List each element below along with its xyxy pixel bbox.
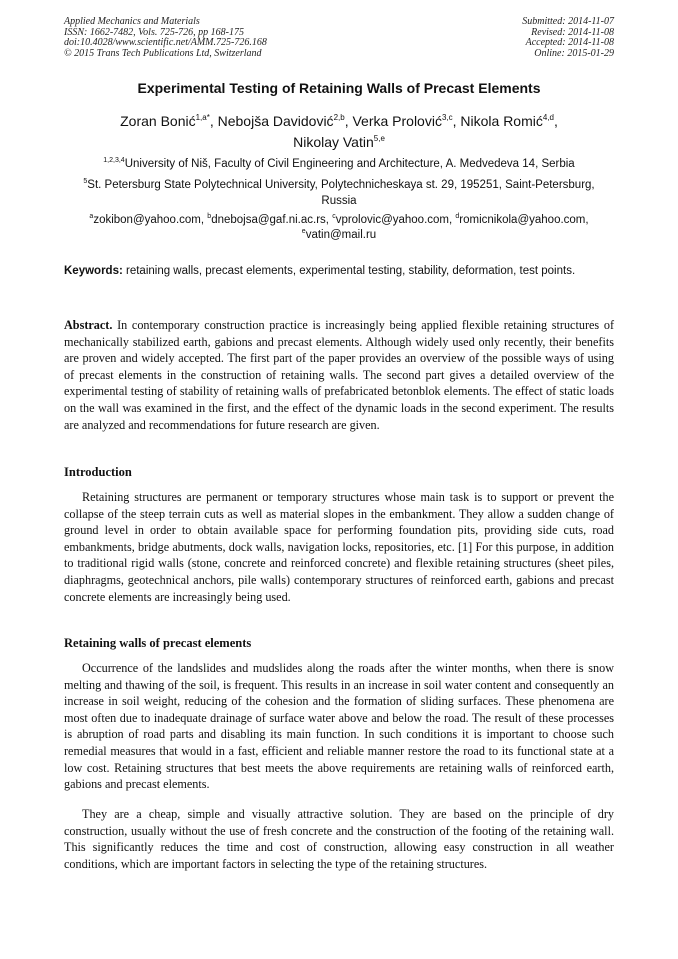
author-name: Nebojša Davidović [217,113,334,129]
author-name: Nikola Romić [460,113,543,129]
date-submitted: Submitted: 2014-11-07 [522,16,614,27]
email-sup: c [332,213,336,220]
abstract-label: Abstract. [64,318,113,332]
introduction-paragraph: Retaining structures are permanent or temporary structures whose main task is to support or prevent the collapse of the steep terrain cuts as well as material slopes in the embankment. They allow a sudden change of ground level in order to obtain available space for performing foundation pits, providing side cuts, road embankments, bridge abutments, dock walls, navigation locks, repositories, etc. [1] For this purpose, in addition to traditional rigid walls (stone, concrete and reinforced concrete) and flexible retaining structures (sheet piles, diaphragms, geotechnical anchors, pile walls) contemporary structures of reinforced earth, gabions and precast concrete elements are increasingly being used. [64,490,614,604]
keywords [64,264,614,280]
keywords-label: Keywords: [64,265,123,277]
author-sup: 5,e [373,134,385,143]
journal-name: Applied Mechanics and Materials [64,16,200,27]
author-list: Zoran Bonić$^{1,a*}$, Nebojša Davidović$^{2,b}$, Verka Prolović$^{3,c}$, Nikola Romić$^{4,d}$, Nikolay Vatin$^{5,e}$ [120,113,558,150]
email-sup: d [455,213,460,220]
author-sup: 4,d [542,113,554,122]
author-sup: 1,a* [195,113,210,122]
retaining-paragraph-1: Occurrence of the landslides and mudslides along the roads after the winter months, when there is snow melting and thawing of the soil, is frequent. This results in an increase in soil water content and consequently an increase in soil weight, reducing of the cohesion and the formation of sliding surfaces. These phenomena are most often due to inadequate drainage of surface water above and below the road. The result of these processes is abruption of road parts and disabling its main function. In such conditions it is important to choose such remedial measures that would in a fast, efficient and reliable manner restore the road to its functional state at a low cost. Retaining structures that best meets the above requirements are retaining walls of reinforced earth, gabions and precast elements. [64,661,614,792]
email-list: $^a$zokibon@yahoo.com, $^b$dnebojsa@gaf.ni.ac.rs, $^c$vprolovic@yahoo.com, $^d$romicnikola@yahoo.com, $^e$vatin@mail.ru [89,213,589,241]
date-revised: Revised: 2014-11-08 [531,26,614,38]
affiliation-text: St. Petersburg State Polytechnical University, Polytechnicheskaya st. 29, 195251, Saint-Petersburg, Russia [87,179,595,207]
section-heading-retaining-walls: Retaining walls of precast elements [64,636,252,650]
date-online: Online: 2015-01-29 [534,47,614,59]
journal-info [64,17,267,59]
affiliation [74,178,604,209]
keywords-text: retaining walls, precast elements, experimental testing, stability, deformation, test points. [126,265,576,277]
author-sup: 2,b [333,113,345,122]
email-address[interactable]: vprolovic@yahoo.com [335,214,449,226]
journal-copyright: © 2015 Trans Tech Publications Ltd, Switzerland [64,47,262,59]
author-sup: 3,c [441,113,453,122]
email-address[interactable]: dnebojsa@gaf.ni.ac.rs [211,214,326,226]
email-sup: e [301,228,306,235]
affiliation-sup: 1,2,3,4 [103,157,125,164]
journal-doi: doi:10.4028/www.scientific.net/AMM.725-726.168 [64,37,267,48]
paper-title: Experimental Testing of Retaining Walls of Precast Elements [137,80,541,96]
author-name: Zoran Bonić [120,113,196,129]
abstract [64,317,614,433]
abstract-text: In contemporary construction practice is increasingly being applied flexible retaining structures of mechanically stabilized earth, gabions and precast elements. Although widely used only recently, their benefits are proven and widely accepted. The first part of the paper provides an overview of the possible ways of using of precast elements in the construction of retaining walls. The second part gives a detailed overview of the experimental testing of stability of retaining walls of prefabricated betonblok elements. The effect of static loads on the wall was examined in the first, and the effect of the dynamic loads in the second experiment. The results are analyzed and recommendations for future research are given. [64,318,614,432]
email-sup: a [89,213,94,220]
affiliation [64,157,614,173]
author-name: Verka Prolović [352,113,442,129]
date-accepted: Accepted: 2014-11-08 [525,37,614,48]
affiliation-text: University of Niš, Faculty of Civil Engineering and Architecture, A. Medvedeva 14, Serbia [124,158,575,170]
journal-issn: ISSN: 1662-7482, Vols. 725-726, pp 168-175 [64,26,244,38]
author-name: Nikolay Vatin [293,134,374,150]
email-address[interactable]: romicnikola@yahoo.com [459,214,586,226]
submission-dates [522,17,614,59]
email-address[interactable]: zokibon@yahoo.com [93,214,201,226]
affiliation-sup: 5 [83,178,88,185]
email-sup: b [207,213,212,220]
section-heading-introduction: Introduction [64,465,132,479]
email-address[interactable]: vatin@mail.ru [305,229,377,241]
retaining-paragraph-2: They are a cheap, simple and visually attractive solution. They are based on the principle of dry construction, usually without the use of fresh concrete and the construction of the footing of the retaining wall. This significantly reduces the time and cost of construction, allowing easy construction in all weather conditions, which are important factors in selecting the type of the retaining structures. [64,807,614,871]
